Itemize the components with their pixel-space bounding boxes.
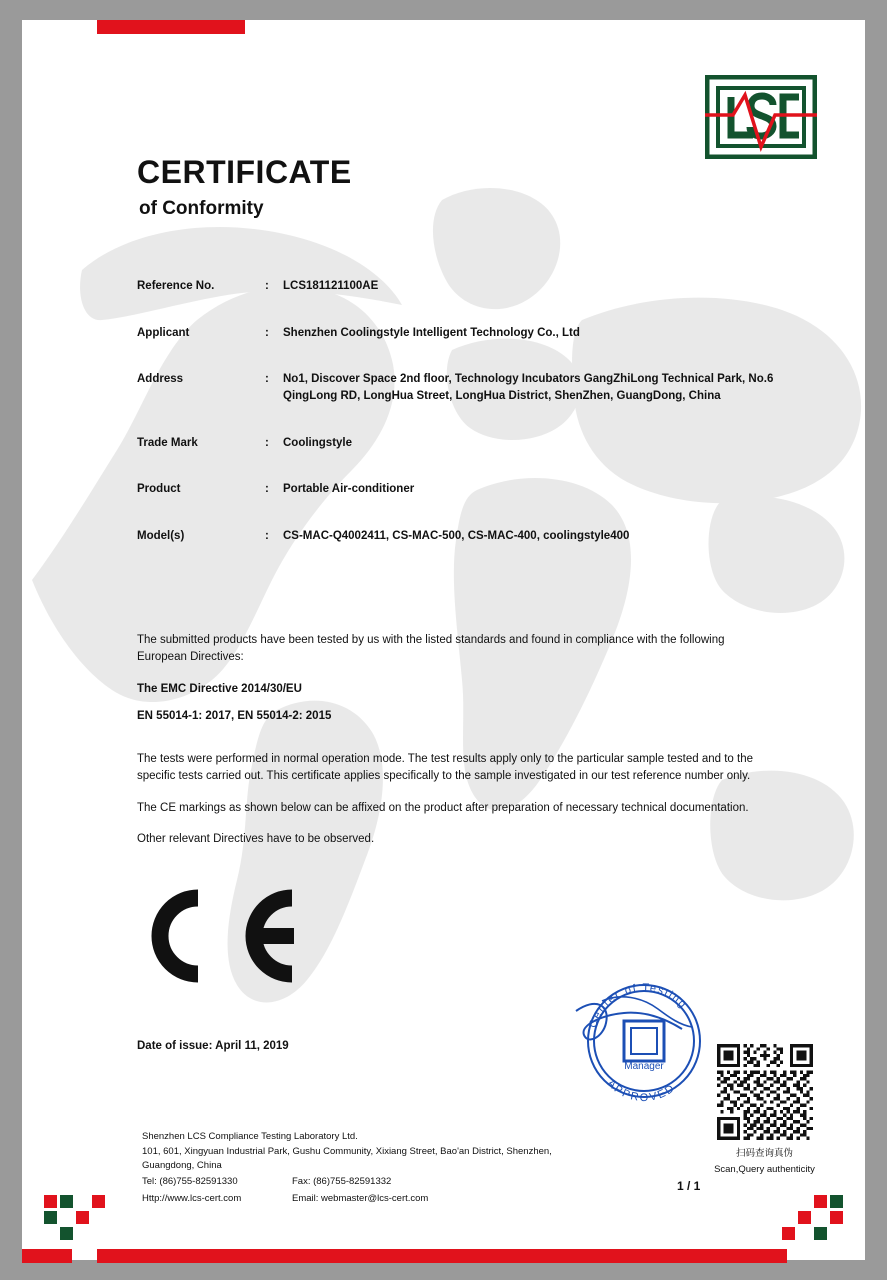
field-colon: :	[265, 280, 269, 292]
qr-caption-en: Scan,Query authenticity	[714, 1163, 815, 1175]
svg-text:Manager: Manager	[624, 1061, 664, 1072]
field-label: Address	[137, 373, 184, 386]
footer-tel: Tel: (86)755-82591330	[142, 1176, 238, 1188]
bottom-red-bar-left	[22, 1249, 72, 1263]
field-value: Coolingstyle	[283, 436, 353, 449]
footer-fax: Fax: (86)755-82591332	[292, 1176, 392, 1188]
footer-company: Shenzhen LCS Compliance Testing Laboratory Ltd.	[142, 1131, 358, 1142]
page-subtitle: of Conformity	[139, 198, 264, 219]
certificate-body	[137, 632, 777, 862]
page-number: 1 / 1	[677, 1179, 701, 1193]
footer-email[interactable]: Email: webmaster@lcs-cert.com	[292, 1193, 429, 1205]
certificate-paper	[22, 20, 865, 1260]
body-paragraph: The tests were performed in normal operation mode. The test results apply only to the particular sample tested and to the specific tests carried out. This certificate applies specifically to the sample investigated in our test reference number only.	[137, 753, 754, 783]
directive-line: The EMC Directive 2014/30/EU	[137, 682, 302, 695]
footer	[142, 1130, 662, 1206]
field-colon: :	[265, 436, 269, 449]
body-paragraph: Other relevant Directives have to be observed.	[137, 832, 375, 845]
bottom-red-bar	[97, 1249, 787, 1263]
field-value: Portable Air-conditioner	[283, 483, 415, 496]
field-row	[137, 481, 797, 498]
field-label: Applicant	[137, 326, 190, 339]
field-colon: :	[265, 373, 269, 386]
lcs-logo	[705, 75, 817, 159]
standards-line: EN 55014-1: 2017, EN 55014-2: 2015	[137, 709, 332, 722]
field-row	[137, 528, 797, 545]
svg-text:APPROVED: APPROVED	[604, 1077, 678, 1105]
field-label: Reference No.	[137, 280, 215, 292]
field-row	[137, 325, 797, 342]
date-of-issue: Date of issue: April 11, 2019	[137, 1040, 289, 1052]
field-label: Model(s)	[137, 530, 185, 543]
field-row	[137, 371, 797, 404]
field-value: CS-MAC-Q4002411, CS-MAC-500, CS-MAC-400, coolingstyle400	[283, 530, 630, 543]
qr-section	[712, 1044, 817, 1177]
field-value: LCS181121100AE	[283, 280, 379, 292]
qr-caption-cn: 扫码查询真伪	[735, 1148, 793, 1159]
approval-stamp	[562, 975, 722, 1107]
ce-mark-icon	[132, 888, 302, 984]
field-label: Trade Mark	[137, 436, 198, 449]
field-row	[137, 278, 797, 295]
footer-contact-row	[142, 1192, 662, 1206]
top-red-bar	[97, 20, 245, 34]
footer-address-line1: 101, 601, Xingyuan Industrial Park, Gushu Community, Xixiang Street, Bao'an District, Shenzhen,	[142, 1145, 552, 1157]
body-paragraph: The CE markings as shown below can be affixed on the product after preparation of necessary technical documentation.	[137, 801, 749, 814]
certificate-fields	[137, 278, 797, 575]
svg-text:Center of Testing: Center of Testing	[586, 981, 690, 1030]
field-row	[137, 435, 797, 452]
footer-address-line2: Guangdong, China	[142, 1159, 222, 1171]
field-colon: :	[265, 326, 269, 339]
field-label: Product	[137, 483, 181, 496]
footer-website[interactable]: Http://www.lcs-cert.com	[142, 1193, 242, 1205]
qr-code-icon	[717, 1044, 813, 1140]
field-value: No1, Discover Space 2nd floor, Technology Incubators GangZhiLong Technical Park, No.6 QingLong RD, LongHua Street, LongHua District, ShenZhen, GuangDong, China	[283, 373, 774, 403]
field-colon: :	[265, 483, 269, 496]
body-paragraph: The submitted products have been tested by us with the listed standards and found in compliance with the following European Directives:	[137, 634, 725, 664]
field-colon: :	[265, 530, 269, 543]
field-value: Shenzhen Coolingstyle Intelligent Technology Co., Ltd	[283, 326, 580, 339]
page-title: CERTIFICATE	[137, 154, 352, 190]
footer-contact-row	[142, 1175, 662, 1189]
corner-dots-right	[782, 1195, 843, 1240]
corner-dots-left	[44, 1195, 105, 1240]
